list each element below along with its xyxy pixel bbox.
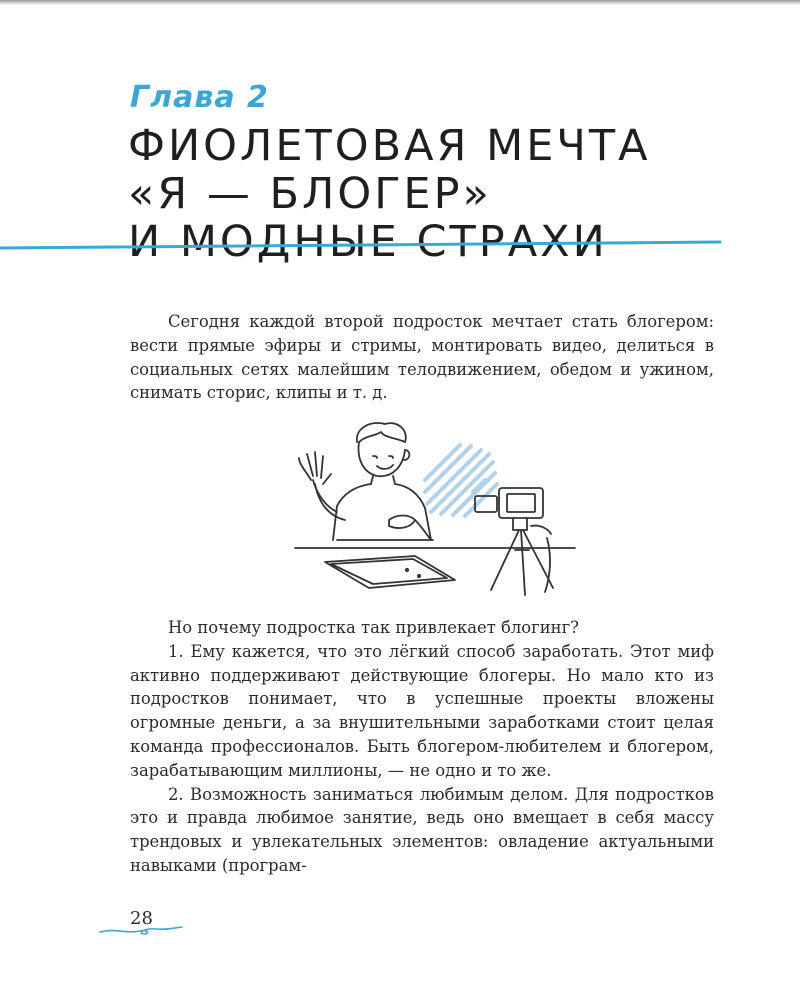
chapter-title-line-1: ФИОЛЕТОВАЯ МЕЧТА	[128, 121, 651, 171]
reason-1-paragraph: 1. Ему кажется, что это лёгкий способ заработать. Этот миф активно поддерживают действующие блогеры. Но мало кто из подростков понимает, что в успешные проекты вложены огромные деньги, а за внушительными заработками стоит целая команда профессионалов. Быть блогером-любителем и блогером, зарабатывающим миллионы, — не одно и то же.	[130, 641, 714, 780]
intro-paragraph: Сегодня каждой второй подросток мечтает стать блогером: вести прямые эфиры и стримы, монтировать видео, делиться в социальных сетях малейшим телодвижением, обедом и ужином, снимать сторис, клипы и т. д.	[130, 312, 714, 403]
intro-text	[130, 310, 714, 405]
page-number: 28	[130, 908, 153, 929]
main-text	[130, 616, 714, 878]
chapter-title-line-2: «Я — БЛОГЕР»	[128, 169, 492, 219]
page-top-edge	[0, 0, 800, 5]
boy-waving-at-camera-on-tripod-illustration	[285, 420, 585, 605]
title-underline	[0, 236, 800, 256]
chapter-title-line-3: И МОДНЫЕ СТРАХИ	[128, 217, 608, 267]
chapter-label: Глава 2	[130, 80, 269, 115]
page-number-swirl-icon	[96, 922, 186, 938]
reason-2-paragraph: 2. Возможность заниматься любимым делом. Для подростков это и правда любимое занятие, ведь оно вмещает в себя массу трендовых и увлекательных элементов: овладение актуальными навыками (програм-	[130, 784, 714, 875]
question-paragraph: Но почему подростка так привлекает блогинг?	[168, 618, 579, 637]
